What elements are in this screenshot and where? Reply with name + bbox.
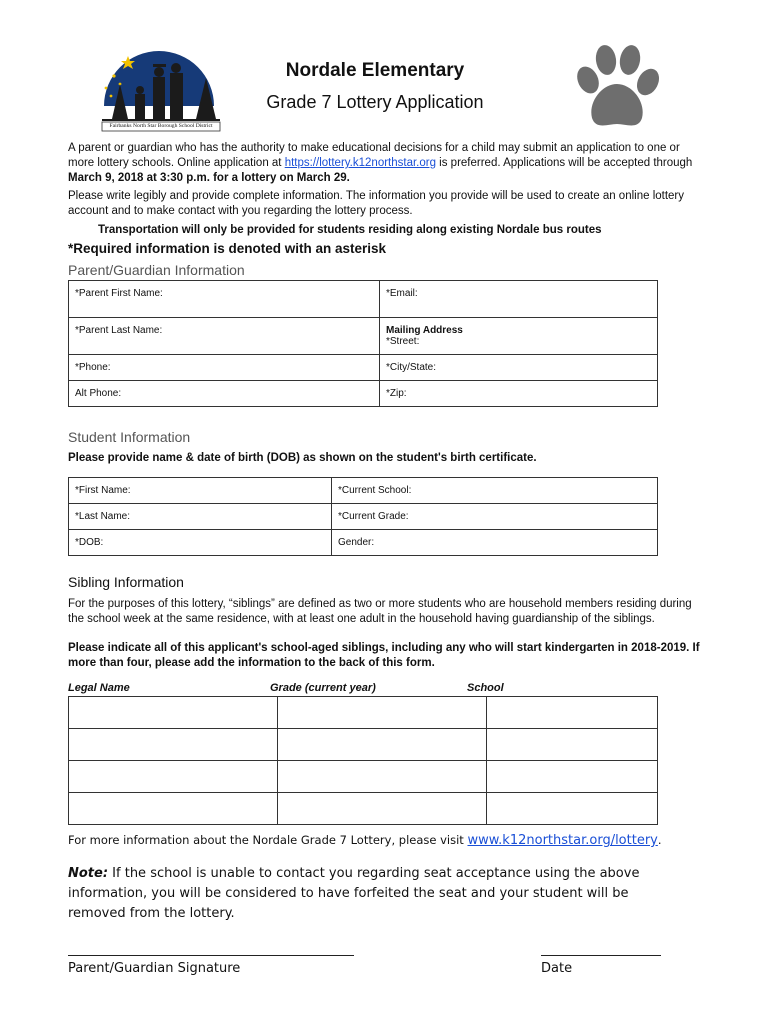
required-note: *Required information is denoted with an asterisk bbox=[68, 241, 387, 256]
col-legal-name: Legal Name bbox=[68, 682, 130, 694]
student-last-name-field[interactable]: *Last Name: bbox=[69, 504, 332, 530]
col-grade: Grade (current year) bbox=[270, 682, 376, 694]
sibling-row bbox=[69, 761, 658, 793]
student-first-name-field[interactable]: *First Name: bbox=[69, 478, 332, 504]
sibling-name-cell[interactable] bbox=[69, 697, 278, 729]
sibling-instruction: Please indicate all of this applicant's school-aged siblings, including any who will start kindergarten in 2018-2019. If more than four, please add the information to the back of this form. bbox=[68, 642, 700, 669]
col-school: School bbox=[467, 682, 504, 694]
email-field[interactable]: *Email: bbox=[380, 281, 658, 318]
instructions-paragraph: Please write legibly and provide complete information. The information you provide will be used to create an online lottery account and to make contact with you regarding the lottery process. bbox=[68, 190, 685, 217]
sibling-school-cell[interactable] bbox=[487, 729, 658, 761]
intro-paragraph: A parent or guardian who has the authority to make educational decisions for a child may submit an application to one or more lottery schools. Online application at https://lottery.k12northstar.org is preferred. Applications will be accepted through March 9, 2018 at 3:30 p.m. for a lottery on March 29. bbox=[68, 142, 693, 184]
sibling-grade-cell[interactable] bbox=[278, 761, 487, 793]
current-grade-field[interactable]: *Current Grade: bbox=[332, 504, 658, 530]
more-info-link[interactable]: www.k12northstar.org/lottery bbox=[467, 833, 658, 848]
current-school-field[interactable]: *Current School: bbox=[332, 478, 658, 504]
sibling-row bbox=[69, 793, 658, 825]
district-logo bbox=[84, 44, 234, 132]
parent-heading: Parent/Guardian Information bbox=[68, 262, 245, 278]
school-name: Nordale Elementary bbox=[285, 60, 465, 81]
phone-field[interactable]: *Phone: bbox=[69, 355, 380, 381]
sibling-definition: For the purposes of this lottery, “siblings” are defined as two or more students who are household members residing during the school week at the same residence, with at least one adult in the household having guardianship of the siblings. bbox=[68, 598, 692, 625]
transport-note: Transportation will only be provided for students residing along existing Nordale bus routes bbox=[98, 224, 602, 236]
student-instruction: Please provide name & date of birth (DOB) as shown on the student's birth certificate. bbox=[68, 452, 537, 464]
sibling-table bbox=[68, 696, 658, 825]
sibling-row bbox=[69, 729, 658, 761]
sibling-school-cell[interactable] bbox=[487, 793, 658, 825]
logo-caption: Fairbanks North Star Borough School District bbox=[109, 123, 213, 129]
city-state-field[interactable]: *City/State: bbox=[380, 355, 658, 381]
parent-last-name-field[interactable]: *Parent Last Name: bbox=[69, 318, 380, 355]
sibling-row bbox=[69, 697, 658, 729]
parent-info-table bbox=[68, 280, 658, 407]
zip-field[interactable]: *Zip: bbox=[380, 381, 658, 407]
sibling-school-cell[interactable] bbox=[487, 761, 658, 793]
street-field[interactable]: Mailing Address *Street: bbox=[380, 318, 658, 355]
signature-line[interactable] bbox=[68, 955, 354, 956]
sibling-name-cell[interactable] bbox=[69, 793, 278, 825]
date-label: Date bbox=[541, 961, 573, 976]
sibling-grade-cell[interactable] bbox=[278, 793, 487, 825]
dob-field[interactable]: *DOB: bbox=[69, 530, 332, 556]
gender-field[interactable]: Gender: bbox=[332, 530, 658, 556]
student-info-table bbox=[68, 477, 658, 556]
date-line[interactable] bbox=[541, 955, 661, 956]
signature-label: Parent/Guardian Signature bbox=[68, 961, 241, 976]
paw-print-icon bbox=[570, 44, 662, 134]
student-heading: Student Information bbox=[68, 429, 191, 445]
sibling-name-cell[interactable] bbox=[69, 729, 278, 761]
more-info: For more information about the Nordale Grade 7 Lottery, please visit www.k12northstar.org/lottery. bbox=[68, 833, 662, 848]
parent-first-name-field[interactable]: *Parent First Name: bbox=[69, 281, 380, 318]
lottery-link[interactable]: https://lottery.k12northstar.org bbox=[284, 157, 436, 169]
sibling-school-cell[interactable] bbox=[487, 697, 658, 729]
sibling-grade-cell[interactable] bbox=[278, 697, 487, 729]
alt-phone-field[interactable]: Alt Phone: bbox=[69, 381, 380, 407]
form-title: Grade 7 Lottery Application bbox=[266, 92, 484, 112]
sibling-heading: Sibling Information bbox=[68, 574, 184, 590]
sibling-grade-cell[interactable] bbox=[278, 729, 487, 761]
forfeit-note: Note: If the school is unable to contact you regarding seat acceptance using the above information, you will be considered to have forfeited the seat and your student will be removed from the lottery. bbox=[68, 866, 640, 921]
sibling-name-cell[interactable] bbox=[69, 761, 278, 793]
